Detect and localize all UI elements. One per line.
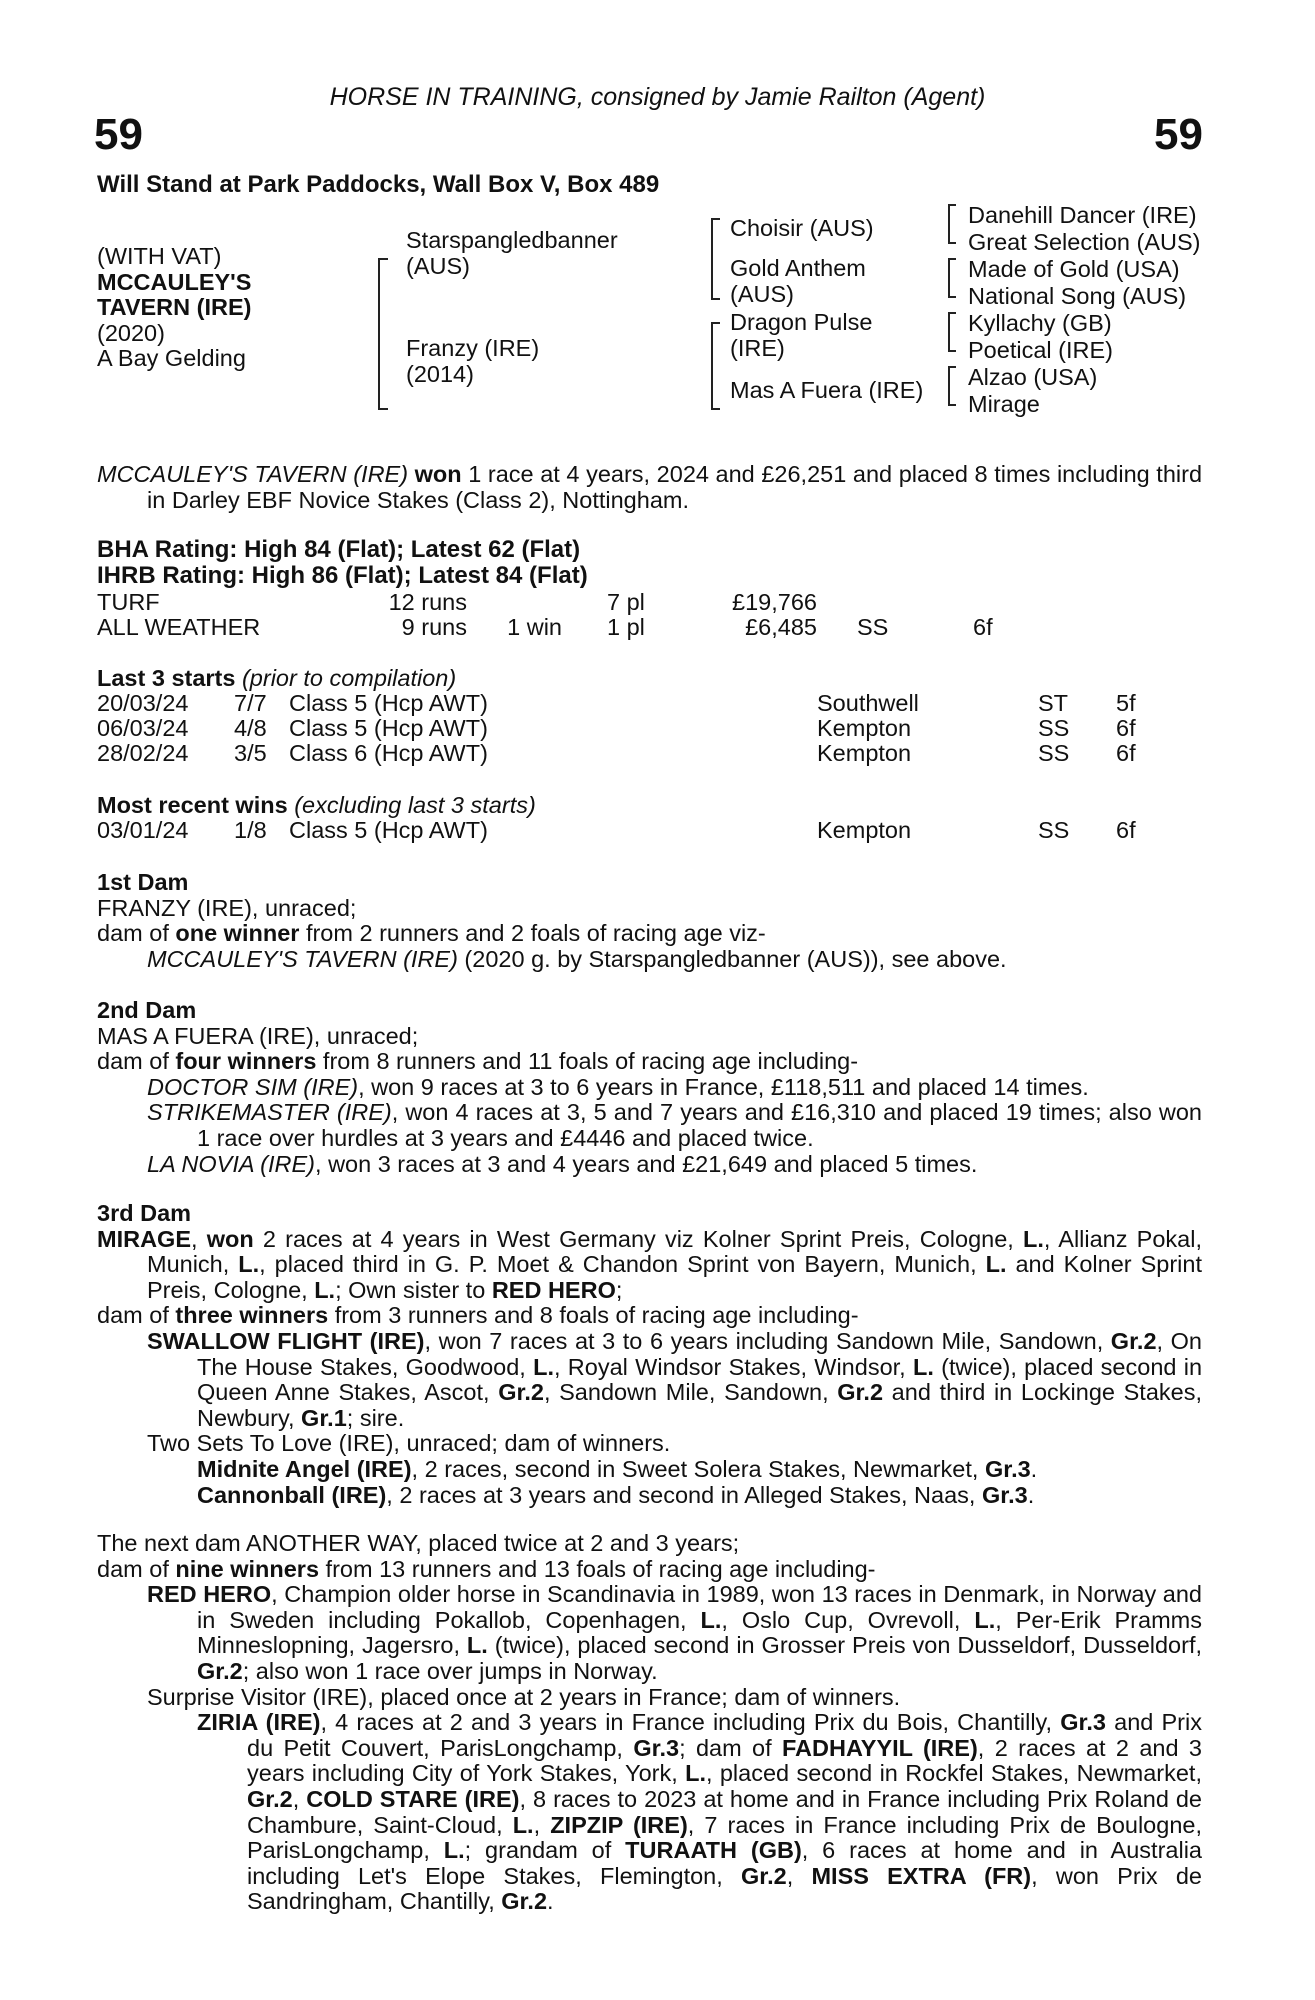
last3-row: 28/02/24 3/5 Class 6 (Hcp AWT) Kempton SS 6f (97, 740, 1136, 766)
sire-dam-sire: Made of Gold (USA) (968, 256, 1180, 282)
pedigree (0, 0, 1315, 420)
pedigree-brace-dd (948, 366, 956, 406)
vat-note: (WITH VAT) (97, 243, 222, 269)
record-row-all-weather: ALL WEATHER 9 runs 1 win 1 pl £6,485 SS 6f (97, 614, 993, 640)
last3-heading: Last 3 starts (prior to compilation) (97, 665, 457, 691)
sire-sire: Choisir (AUS) (730, 215, 874, 241)
pedigree-brace-ss (948, 204, 956, 244)
horse-name-line2: TAVERN (IRE) (97, 294, 252, 320)
horse-year: (2020) (97, 319, 165, 346)
stand-location: Will Stand at Park Paddocks, Wall Box V, Box 489 (97, 171, 660, 198)
dam: Franzy (IRE) (2014) (406, 335, 540, 387)
last3-row: 20/03/24 7/7 Class 5 (Hcp AWT) Southwell ST 5f (97, 690, 1136, 716)
recent-win-row: 03/01/24 1/8 Class 5 (Hcp AWT) Kempton SS 6f (97, 817, 1136, 843)
pedigree-brace-dam (711, 322, 720, 410)
pedigree-brace-ds (948, 312, 956, 352)
pedigree-brace-sd (948, 258, 956, 298)
pedigree-brace-main (378, 258, 388, 410)
page-subtitle: HORSE IN TRAINING, consigned by Jamie Railton (Agent) (329, 83, 986, 111)
first-dam-section: 1st Dam FRANZY (IRE), unraced; dam of one winner from 2 runners and 2 foals of racing age viz- MCCAULEY'S TAVERN (IRE) (2020 g. by Starspangledbanner (AUS)), see above. (97, 870, 1202, 972)
recent-wins-heading: Most recent wins (excluding last 3 starts) (97, 792, 536, 818)
sire: Starspangledbanner (AUS) (406, 227, 618, 279)
last3-row: 06/03/24 4/8 Class 5 (Hcp AWT) Kempton SS 6f (97, 715, 1136, 741)
pedigree-brace-sire (711, 218, 720, 300)
dam-dam: Mas A Fuera (IRE) (730, 377, 924, 403)
record-row-turf: TURF 12 runs 7 pl £19,766 (97, 589, 817, 615)
bha-rating: BHA Rating: High 84 (Flat); Latest 62 (Flat) (97, 536, 581, 563)
horse-description: A Bay Gelding (97, 345, 246, 371)
sire-sire-dam: Great Selection (AUS) (968, 229, 1201, 255)
dam-sire: Dragon Pulse (IRE) (730, 309, 873, 361)
third-dam-heading: 3rd Dam (97, 1200, 192, 1226)
lot-number-left: 59 (94, 110, 143, 159)
second-dam-section: 2nd Dam MAS A FUERA (IRE), unraced; dam of four winners from 8 runners and 11 foals of racing age including- DOCTOR SIM (IRE), won 9 races at 3 to 6 years in France, £118,511 and placed 14 times. STRIKEMASTER (IRE), won 4 races at 3, 5 and 7 years and £16,310 and placed 19 times; also won 1 race over hurdles at 3 years and £4446 and placed twice. LA NOVIA (IRE), won 3 races at 3 and 4 years and £21,649 and placed 5 times. (97, 997, 1202, 1177)
race-summary: MCCAULEY'S TAVERN (IRE) won 1 race at 4 years, 2024 and £26,251 and placed 8 times including third in Darley EBF Novice Stakes (Class 2), Nottingham. (97, 461, 1203, 513)
dam-sire-sire: Kyllachy (GB) (968, 310, 1112, 336)
dam-sire-dam: Poetical (IRE) (968, 337, 1113, 363)
third-dam-section: 3rd Dam MIRAGE, won 2 races at 4 years in West Germany viz Kolner Sprint Preis, Cologne, L., Allianz Pokal, Munich, L., placed third in G. P. Moet & Chandon Sprint von Bayern, Munich, L. and Kolner Sprint Preis, Cologne, L.; Own sister to RED HERO; dam of three winners from 3 runners and 8 foals of racing age including- SWALLOW FLIGHT (IRE), won 7 races at 3 to 6 years including Sandown Mile, Sandown, Gr.2, On The House Stakes, Goodwood, L., Royal Windsor Stakes, Windsor, L. (twice), placed second in Queen Anne Stakes, Ascot, Gr.2, Sandown Mile, Sandown, Gr.2 and third in Lockinge Stakes, Newbury, Gr.1; sire. Two Sets To Love (IRE), unraced; dam of winners. Midnite Angel (IRE), 2 races, second in Sweet Solera Stakes, Newmarket, Gr.3. Cannonball (IRE), 2 races at 3 years and second in Alleged Stakes, Naas, Gr.3. (97, 1200, 1203, 1508)
dam-dam-sire: Alzao (USA) (968, 364, 1098, 390)
dam-dam-dam: Mirage (968, 391, 1040, 417)
horse-name-line1: MCCAULEY'S (97, 268, 252, 295)
next-dam-section: The next dam ANOTHER WAY, placed twice at 2 and 3 years; dam of nine winners from 13 runners and 13 foals of racing age including- RED HERO, Champion older horse in Scandinavia in 1989, won 13 races in Denmark, in Norway and in Sweden including Pokallob, Copenhagen, L., Oslo Cup, Ovrevoll, L., Per-Erik Pramms Minneslopning, Jagersro, L. (twice), placed second in Grosser Preis von Dusseldorf, Dusseldorf, Gr.2; also won 1 race over jumps in Norway. Surprise Visitor (IRE), placed once at 2 years in France; dam of winners. ZIRIA (IRE), 4 races at 2 and 3 years in France including Prix du Bois, Chantilly, Gr.3 and Prix du Petit Couvert, ParisLongchamp, Gr.3; dam of FADHAYYIL (IRE), 2 races at 2 and 3 years including City of York Stakes, York, L., placed second in Rockfel Stakes, Newmarket, Gr.2, COLD STARE (IRE), 8 races to 2023 at home and in France including Prix Roland de Chambure, Saint-Cloud, L., ZIPZIP (IRE), 7 races in France including Prix de Boulogne, ParisLongchamp, L.; grandam of TURAATH (GB), 6 races at home and in Australia including Let's Elope Stakes, Flemington, Gr.2, MISS EXTRA (FR), won Prix de Sandringham, Chantilly, Gr.2. (97, 1530, 1203, 1915)
sire-dam: Gold Anthem (AUS) (730, 255, 866, 307)
lot-number-right: 59 (1154, 110, 1203, 159)
second-dam-heading: 2nd Dam (97, 997, 197, 1023)
pedigree-gen3 (968, 202, 1200, 418)
sire-dam-dam: National Song (AUS) (968, 283, 1187, 309)
ihrb-rating: IHRB Rating: High 86 (Flat); Latest 84 (Flat) (97, 562, 588, 589)
first-dam-heading: 1st Dam (97, 869, 189, 895)
sire-sire-sire: Danehill Dancer (IRE) (968, 202, 1197, 228)
